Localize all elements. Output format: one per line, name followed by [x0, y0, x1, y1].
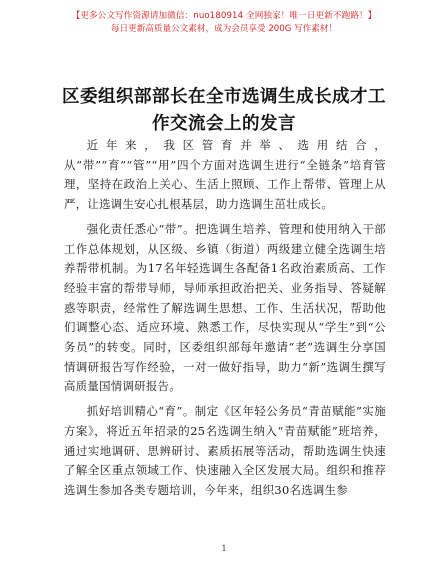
paragraph-mentoring: 强化责任悉心“带”。把选调生培养、管理和使用纳入干部工作总体规划，从区级、乡镇（街道）两级建立健全选调生培养帮带机制。为17名年轻选调生各配备1名政治素质高、工作经验丰富的帮带导师，导师承担政治把关、业务指导、答疑解惑等职责，经常性了解选调生思想、工作、生活状况，帮助他们调整心态、适应环境、熟悉工作，尽快实现从“学生”到“公务员”的转变。同时，区委组织部每年邀请“老”选调生分享国情调研报告写作经验，一对一做好指导，助力“新”选调生撰写高质量国情调研报告。: [64, 221, 386, 394]
paragraph-intro: 近年来，我区管育并举、选用结合，从“带”“育”“管”“用”四个方面对选调生进行“全链条”培育管理，坚持在政治上关心、生活上照顾、工作上帮带、管理上从严，让选调生安心扎根基层，助力选调生茁壮成长。: [64, 138, 386, 212]
promo-banner: [0, 10, 448, 36]
paragraph-training: 抓好培训精心“育”。制定《区年轻公务员“青苗赋能”实施方案》，将近五年招录的25名选调生纳入“青苗赋能”班培养，通过实地调研、思辨研讨、素质拓展等活动，帮助选调生快速了解全区重点领域工作、快速融入全区发展大局。组织和推荐选调生参加各类专题培训，今年来，组织30名选调生参: [64, 404, 386, 497]
page-number: 1: [221, 544, 227, 553]
document-title: 区委组织部部长在全市选调生成长成才工作交流会上的发言: [62, 87, 386, 134]
promo-banner-line2: 每日更新高质量公文素材，成为会员享受 200G 写作素材！: [110, 24, 338, 34]
document-body: [64, 136, 386, 506]
promo-banner-line1: 【更多公文写作资源请加微信：nuo180914 全网独家！唯一日更新不跑路！】: [71, 11, 377, 21]
